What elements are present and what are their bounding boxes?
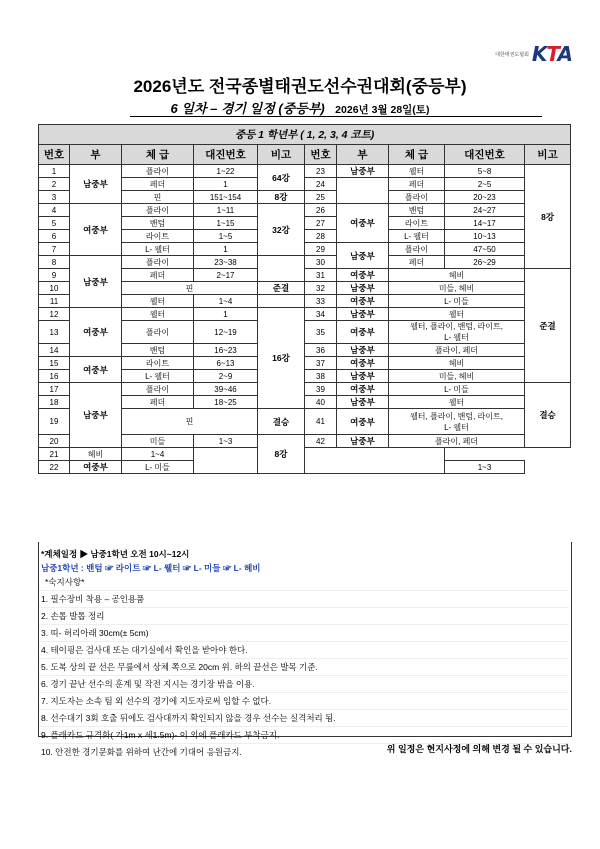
cell-no: 12 — [39, 308, 70, 321]
cell-bracket: 1 — [194, 178, 258, 191]
cell-division: 여중부 — [337, 357, 389, 370]
cell-no: 18 — [39, 396, 70, 409]
cell-no: 10 — [39, 282, 70, 295]
cell-division: 남중부 — [337, 435, 389, 448]
cell-division: 여중부 — [337, 383, 389, 396]
cell-event: 페더 — [122, 269, 194, 282]
cell-event: L- 미들 — [389, 295, 525, 308]
note-item: 5. 도복 상의 끝 선은 무릎에서 상체 쪽으로 20cm 위. 하의 끝선은 발목 기준. — [39, 658, 569, 675]
col-header: 번호 — [305, 145, 337, 165]
table-row — [39, 308, 571, 321]
cell-event: 라이트 — [122, 357, 194, 370]
cell-event: 핀 — [122, 409, 258, 435]
cell-event: 헤비 — [389, 269, 525, 282]
cell-event: 플라이 — [122, 204, 194, 217]
cell-bracket: 1 — [194, 243, 258, 256]
cell-no: 1 — [39, 165, 70, 178]
cell-round: 준결 — [258, 282, 305, 295]
cell-event: 플라이, 페더 — [389, 344, 525, 357]
cell-bracket: 1~5 — [194, 230, 258, 243]
cell-bracket: 1~3 — [445, 461, 525, 474]
cell-division: 남중부 — [70, 256, 122, 308]
cell-event: 플라이 — [122, 165, 194, 178]
cell-no: 40 — [305, 396, 337, 409]
cell-division — [337, 178, 389, 204]
cell-event: 헤비 — [70, 448, 122, 461]
cell-no: 34 — [305, 308, 337, 321]
cell-no: 2 — [39, 178, 70, 191]
col-header: 비고 — [258, 145, 305, 165]
cell-no: 4 — [39, 204, 70, 217]
empty-cell — [194, 448, 445, 474]
col-header: 부 — [70, 145, 122, 165]
court-header: 중등 1 학년부 ( 1, 2, 3, 4 코트) — [39, 125, 571, 145]
cell-no: 33 — [305, 295, 337, 308]
cell-no: 6 — [39, 230, 70, 243]
footer-notice: 위 일정은 현지사정에 의해 변경 될 수 있습니다. — [386, 744, 572, 754]
cell-no: 19 — [39, 409, 70, 435]
cell-bracket: 20~23 — [445, 191, 525, 204]
cell-division: 남중부 — [337, 370, 389, 383]
cell-bracket: 1~11 — [194, 204, 258, 217]
note-item: 6. 경기 끝난 선수의 훈계 및 작전 지시는 경기장 밖을 이용. — [39, 675, 569, 692]
cell-no: 23 — [305, 165, 337, 178]
cell-bracket: 10~13 — [445, 230, 525, 243]
cell-event: L- 웰터 — [122, 243, 194, 256]
page-subtitle — [0, 98, 600, 117]
note-item: 9. 플래카드 규격화( 가1m x 세1.5m)- 이 외에 플래카드 부착금지. — [39, 726, 569, 743]
cell-round: 결승 — [525, 383, 571, 448]
cell-event: 라이트 — [389, 217, 445, 230]
cell-event: L- 웰터 — [122, 370, 194, 383]
cell-bracket: 1 — [194, 308, 258, 321]
cell-bracket: 1~22 — [194, 165, 258, 178]
cell-bracket: 2~17 — [194, 269, 258, 282]
cell-event: 페더 — [389, 256, 445, 269]
column-header-row — [39, 145, 571, 165]
notes-heading: *숙지사항* — [45, 577, 85, 587]
cell-event: 웰터, 플라이, 밴텀, 라이트, L- 웰터 — [389, 409, 525, 435]
cell-round: 8강 — [525, 165, 571, 269]
cell-event: 플라이 — [122, 256, 194, 269]
cell-no: 29 — [305, 243, 337, 256]
cell-event: 웰터 — [122, 308, 194, 321]
cell-no: 25 — [305, 191, 337, 204]
cell-no: 32 — [305, 282, 337, 295]
cell-bracket: 1~4 — [194, 295, 258, 308]
cell-bracket: 24~27 — [445, 204, 525, 217]
weigh-in-order: 남중1학년 : 밴텀 ☞ 라이트 ☞ L- 웰터 ☞ L- 미들 ☞ L- 헤비 — [41, 563, 261, 573]
weigh-in-schedule: *계체일정 ▶ 남중1학년 오전 10시~12시 — [41, 549, 190, 559]
cell-event: 미들, 헤비 — [389, 282, 525, 295]
cell-division: 여중부 — [337, 295, 389, 308]
cell-bracket: 39~46 — [194, 383, 258, 396]
cell-event: L- 미들 — [389, 383, 525, 396]
cell-no: 41 — [305, 409, 337, 435]
cell-bracket: 1~4 — [122, 448, 194, 461]
cell-bracket: 151~154 — [194, 191, 258, 204]
cell-event: 플라이 — [389, 243, 445, 256]
cell-bracket: 5~8 — [445, 165, 525, 178]
col-header: 대진번호 — [194, 145, 258, 165]
note-item: 1. 필수장비 착용 – 공인용품 — [39, 590, 569, 607]
cell-division: 여중부 — [70, 461, 122, 474]
cell-event: 헤비 — [389, 357, 525, 370]
note-item: 2. 손톱 발톱 정리 — [39, 607, 569, 624]
cell-division: 여중부 — [337, 204, 389, 243]
cell-event: 페더 — [122, 178, 194, 191]
cell-division: 남중부 — [337, 396, 389, 409]
note-item: 7. 지도자는 소속 팀 외 선수의 경기에 지도자로써 임할 수 없다. — [39, 692, 569, 709]
cell-round: 결승 — [258, 409, 305, 435]
cell-no: 26 — [305, 204, 337, 217]
notes-list — [39, 590, 569, 760]
cell-round — [258, 256, 305, 282]
cell-no: 13 — [39, 321, 70, 344]
cell-bracket: 26~29 — [445, 256, 525, 269]
table-row — [39, 204, 571, 217]
cell-round — [258, 295, 305, 308]
cell-bracket: 1~15 — [194, 217, 258, 230]
cell-event: 플라이, 페더 — [389, 435, 525, 448]
table-row — [39, 165, 571, 178]
cell-bracket: 18~25 — [194, 396, 258, 409]
cell-round: 8강 — [258, 191, 305, 204]
cell-event: 웰터 — [389, 308, 525, 321]
cell-no: 3 — [39, 191, 70, 204]
cell-division: 여중부 — [70, 308, 122, 357]
cell-no: 11 — [39, 295, 70, 308]
cell-bracket: 1~3 — [194, 435, 258, 448]
cell-event: L- 웰터 — [389, 230, 445, 243]
logo-caption: 대한태권도협회 — [495, 51, 529, 58]
cell-bracket: 6~13 — [194, 357, 258, 370]
title-underline — [130, 116, 542, 117]
logo-mark: KTA — [531, 42, 572, 66]
cell-no: 27 — [305, 217, 337, 230]
cell-no: 30 — [305, 256, 337, 269]
col-header: 부 — [337, 145, 389, 165]
cell-no: 15 — [39, 357, 70, 370]
cell-division: 여중부 — [70, 204, 122, 256]
cell-bracket: 16~23 — [194, 344, 258, 357]
cell-event: 밴텀 — [122, 344, 194, 357]
cell-no: 16 — [39, 370, 70, 383]
cell-event: 미들, 헤비 — [389, 370, 525, 383]
cell-division: 여중부 — [337, 321, 389, 344]
cell-division: 남중부 — [70, 165, 122, 204]
cell-event: 핀 — [122, 282, 258, 295]
kta-logo — [495, 44, 572, 64]
page-title: 2026년도 전국종별태권도선수권대회(중등부) — [133, 77, 467, 96]
cell-event: 웰터 — [122, 295, 194, 308]
cell-round: 64강 — [258, 165, 305, 191]
cell-event: 라이트 — [122, 230, 194, 243]
cell-event: 웰터 — [389, 396, 525, 409]
cell-no: 36 — [305, 344, 337, 357]
cell-division: 남중부 — [337, 165, 389, 178]
note-item: 4. 테이핑은 검사대 또는 대기실에서 확인을 받아야 한다. — [39, 641, 569, 658]
cell-division: 여중부 — [337, 409, 389, 435]
table-row — [39, 448, 571, 461]
cell-event: 밴텀 — [122, 217, 194, 230]
table-row — [39, 256, 571, 269]
col-header: 체 급 — [122, 145, 194, 165]
cell-no: 20 — [39, 435, 70, 448]
cell-round: 8강 — [258, 435, 305, 474]
cell-bracket: 12~19 — [194, 321, 258, 344]
cell-division: 남중부 — [337, 308, 389, 321]
cell-division: 남중부 — [337, 344, 389, 357]
cell-no: 9 — [39, 269, 70, 282]
cell-no: 31 — [305, 269, 337, 282]
col-header: 체 급 — [389, 145, 445, 165]
cell-no: 14 — [39, 344, 70, 357]
cell-event: 플라이 — [122, 321, 194, 344]
cell-no: 35 — [305, 321, 337, 344]
cell-no: 42 — [305, 435, 337, 448]
cell-no: 22 — [39, 461, 70, 474]
table-row — [39, 383, 571, 396]
cell-event: 페더 — [389, 178, 445, 191]
cell-bracket: 2~5 — [445, 178, 525, 191]
cell-event: 플라이 — [389, 191, 445, 204]
cell-no: 17 — [39, 383, 70, 396]
cell-no: 37 — [305, 357, 337, 370]
cell-no: 8 — [39, 256, 70, 269]
day-label: 6 일차 – 경기 일정 (중등부) — [170, 101, 325, 116]
table-row — [39, 357, 571, 370]
note-item: 10. 안전한 경기문화를 위하여 난간에 기대어 응원금지. — [39, 743, 569, 760]
cell-bracket: 14~17 — [445, 217, 525, 230]
cell-event: L- 미들 — [122, 461, 194, 474]
cell-event: 웰터, 플라이, 밴텀, 라이트, L- 웰터 — [389, 321, 525, 344]
cell-division: 남중부 — [70, 383, 122, 448]
cell-no: 28 — [305, 230, 337, 243]
cell-event: 플라이 — [122, 383, 194, 396]
cell-no: 21 — [39, 448, 70, 461]
cell-round: 16강 — [258, 308, 305, 409]
cell-bracket: 23~38 — [194, 256, 258, 269]
col-header: 번호 — [39, 145, 70, 165]
cell-event: 밴텀 — [389, 204, 445, 217]
cell-event: 핀 — [122, 191, 194, 204]
date-label: 2026년 3월 28일(토) — [335, 104, 430, 116]
cell-bracket: 2~9 — [194, 370, 258, 383]
cell-division: 남중부 — [337, 243, 389, 269]
note-item: 8. 선수대기 3회 호출 뒤에도 검사대까지 확인되지 않을 경우 선수는 실격처리 됨. — [39, 709, 569, 726]
col-header: 대진번호 — [445, 145, 525, 165]
cell-no: 5 — [39, 217, 70, 230]
cell-division: 여중부 — [70, 357, 122, 383]
cell-event: 웰터 — [389, 165, 445, 178]
schedule-table — [38, 124, 571, 474]
cell-no: 24 — [305, 178, 337, 191]
cell-bracket: 47~50 — [445, 243, 525, 256]
cell-no: 39 — [305, 383, 337, 396]
cell-division: 여중부 — [337, 269, 389, 282]
cell-event: 미들 — [122, 435, 194, 448]
cell-no: 7 — [39, 243, 70, 256]
cell-round: 32강 — [258, 204, 305, 256]
note-item: 3. 띠- 허리아래 30cm(± 5cm) — [39, 624, 569, 641]
cell-event: 페더 — [122, 396, 194, 409]
col-header: 비고 — [525, 145, 571, 165]
cell-no: 38 — [305, 370, 337, 383]
cell-division: 남중부 — [337, 282, 389, 295]
cell-round: 준결 — [525, 269, 571, 383]
